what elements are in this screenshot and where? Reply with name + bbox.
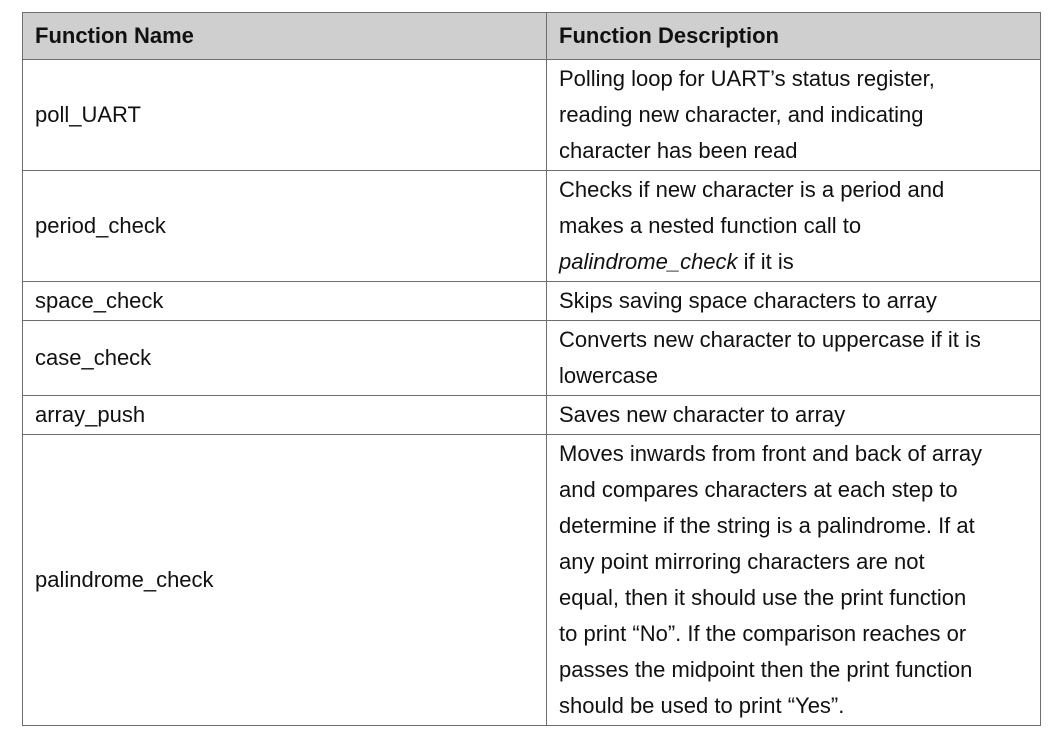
function-description-cell xyxy=(547,435,1041,726)
description-line: to print “No”. If the comparison reaches or xyxy=(559,621,967,646)
function-description-cell xyxy=(547,396,1041,435)
description-line: Converts new character to uppercase if it is xyxy=(559,327,981,352)
description-line: Polling loop for UART’s status register, xyxy=(559,66,935,91)
table-row xyxy=(23,435,1041,726)
description-line: Moves inwards from front and back of array xyxy=(559,441,983,466)
function-name-cell: poll_UART xyxy=(23,60,547,171)
header-row xyxy=(23,13,1041,60)
table-row xyxy=(23,396,1041,435)
description-line: makes a nested function call to xyxy=(559,213,862,238)
description-line: Checks if new character is a period and xyxy=(559,177,945,202)
table-row xyxy=(23,60,1041,171)
function-name-cell: palindrome_check xyxy=(23,435,547,726)
function-name-cell: array_push xyxy=(23,396,547,435)
function-name-cell: case_check xyxy=(23,321,547,396)
header-function-description: Function Description xyxy=(547,13,1041,60)
table-row xyxy=(23,321,1041,396)
description-line: Skips saving space characters to array xyxy=(559,288,937,313)
description-line: Saves new character to array xyxy=(559,402,846,427)
description-line: reading new character, and indicating xyxy=(559,102,924,127)
description-line: character has been read xyxy=(559,138,798,163)
function-description-cell xyxy=(547,171,1041,282)
description-line: any point mirroring characters are not xyxy=(559,549,925,574)
function-description-cell xyxy=(547,60,1041,171)
italic-function-reference: palindrome_check xyxy=(559,249,738,274)
description-line: and compares characters at each step to xyxy=(559,477,958,502)
description-line xyxy=(559,244,1028,280)
description-line: should be used to print “Yes”. xyxy=(559,693,845,718)
description-line-tail: if it is xyxy=(737,249,794,274)
description-line: passes the midpoint then the print function xyxy=(559,657,973,682)
table-row xyxy=(23,282,1041,321)
function-name-cell: space_check xyxy=(23,282,547,321)
table-row xyxy=(23,171,1041,282)
description-line: equal, then it should use the print function xyxy=(559,585,967,610)
function-name-cell: period_check xyxy=(23,171,547,282)
description-line: lowercase xyxy=(559,363,659,388)
description-line: determine if the string is a palindrome. If at xyxy=(559,513,975,538)
function-table xyxy=(22,12,1041,726)
function-description-cell xyxy=(547,321,1041,396)
function-description-cell xyxy=(547,282,1041,321)
header-function-name: Function Name xyxy=(23,13,547,60)
